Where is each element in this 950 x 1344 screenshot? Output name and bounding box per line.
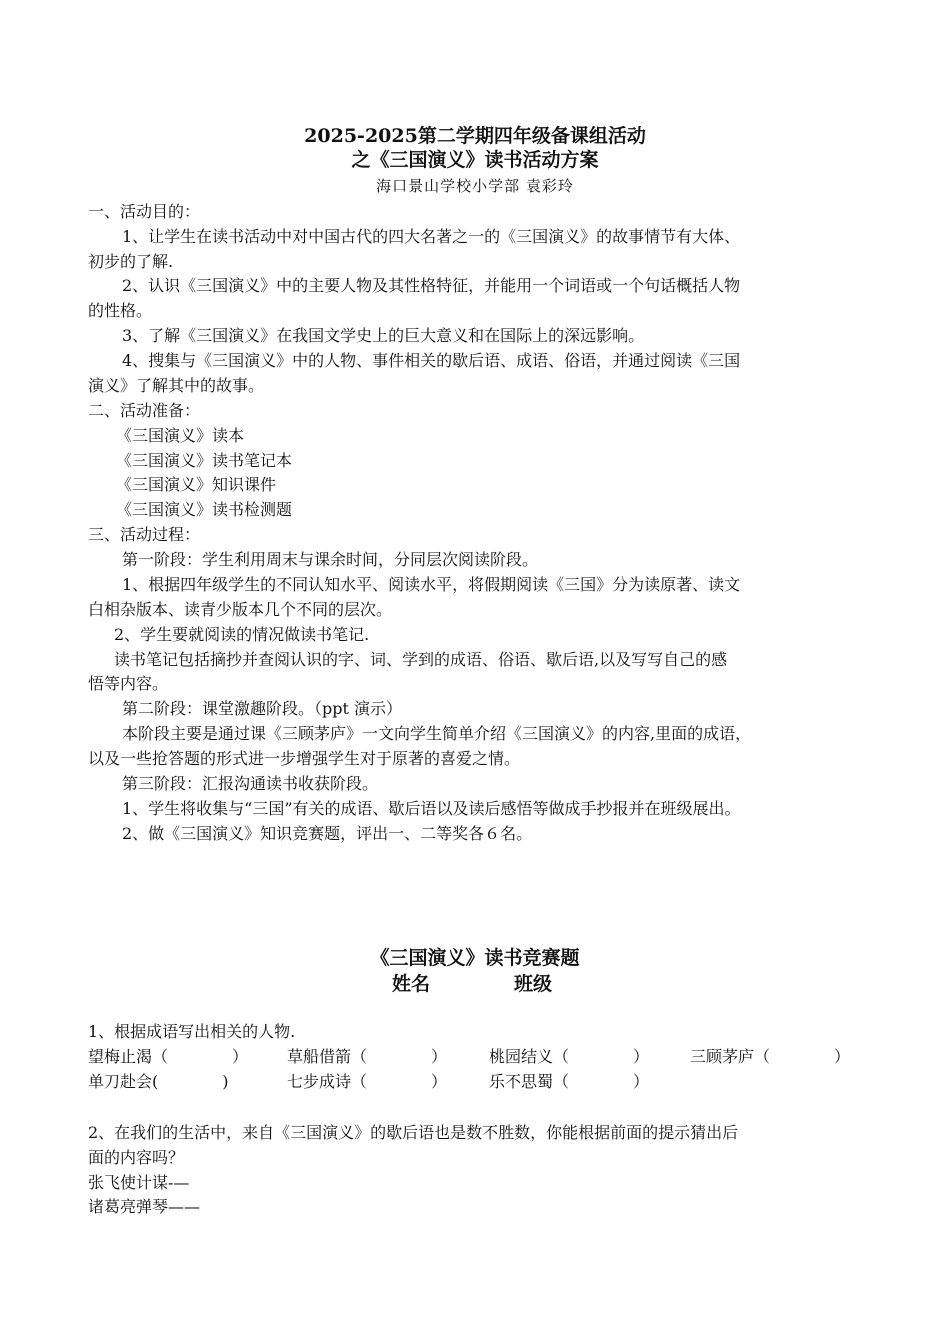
xiehouyu-prompt: 张飞使计谋-— bbox=[88, 1173, 190, 1192]
list-item: 《三国演义》知识课件 bbox=[116, 475, 277, 494]
paragraph: 本阶段主要是通过课《三顾茅庐》一文向学生简单介绍《三国演义》的内容,里面的成语， bbox=[122, 724, 752, 743]
quiz-name-label: 姓名 bbox=[392, 973, 431, 995]
paragraph: 1、根据四年级学生的不同认知水平、阅读水平，将假期阅读《三国》分为读原著、读文 bbox=[122, 575, 741, 594]
stage-heading: 第一阶段：学生利用周末与课余时间，分同层次阅读阶段。 bbox=[122, 550, 539, 569]
paragraph: 读书笔记包括摘抄并查阅认识的字、词、学到的成语、俗语、歇后语,以及写写自己的感 bbox=[114, 650, 728, 669]
paragraph: 的性格。 bbox=[88, 301, 153, 320]
paragraph: 悟等内容。 bbox=[88, 674, 169, 693]
idiom-blank: 七步成诗（ ） bbox=[287, 1072, 448, 1091]
doc-author: 海口景山学校小学部 袁彩玲 bbox=[376, 177, 574, 195]
stage-heading: 第三阶段：汇报沟通读书收获阶段。 bbox=[122, 774, 379, 793]
idiom-blank: 三顾茅庐（ ） bbox=[690, 1047, 851, 1066]
idiom-blank: 望梅止渴（ ） bbox=[88, 1047, 249, 1066]
paragraph: 以及一些抢答题的形式进一步增强学生对于原著的喜爱之情。 bbox=[88, 749, 521, 768]
idiom-blank: 桃园结义（ ） bbox=[489, 1047, 650, 1066]
question-1: 1、根据成语写出相关的人物. bbox=[88, 1022, 296, 1041]
paragraph: 演义》了解其中的故事。 bbox=[88, 376, 265, 395]
idiom-blank: 单刀赴会( ) bbox=[88, 1072, 229, 1091]
paragraph: 2、做《三国演义》知识竞赛题，评出一、二等奖各６名。 bbox=[122, 824, 533, 843]
paragraph: 初步的了解. bbox=[88, 252, 174, 271]
list-item: 《三国演义》读书检测题 bbox=[116, 500, 293, 519]
paragraph: 白相杂版本、读青少版本几个不同的层次。 bbox=[88, 600, 393, 619]
paragraph: 2、认识《三国演义》中的主要人物及其性格特征，并能用一个词语或一个句话概括人物 bbox=[122, 276, 741, 295]
paragraph: 1、学生将收集与“三国”有关的成语、歇后语以及读后感悟等做成手抄报并在班级展出。 bbox=[122, 799, 741, 818]
paragraph: 3、了解《三国演义》在我国文学史上的巨大意义和在国际上的深远影响。 bbox=[122, 326, 645, 345]
section3-heading: 三、活动过程： bbox=[88, 525, 201, 544]
idiom-blank: 乐不思蜀（ ） bbox=[489, 1072, 650, 1091]
stage-heading: 第二阶段：课堂激趣阶段。（ppt 演示） bbox=[122, 699, 403, 718]
list-item: 《三国演义》读书笔记本 bbox=[116, 451, 293, 470]
list-item: 《三国演义》读本 bbox=[116, 426, 245, 445]
quiz-title: 《三国演义》读书竞赛题 bbox=[370, 947, 580, 969]
quiz-class-label: 班级 bbox=[514, 973, 553, 995]
doc-title-line1: 2025-2025第二学期四年级备课组活动 bbox=[304, 125, 646, 147]
xiehouyu-prompt: 诸葛亮弹琴—— bbox=[88, 1197, 201, 1216]
doc-title-line2: 之《三国演义》读书活动方案 bbox=[351, 149, 599, 171]
paragraph: 1、让学生在读书活动中对中国古代的四大名著之一的《三国演义》的故事情节有大体、 bbox=[122, 227, 741, 246]
section1-heading: 一、活动目的： bbox=[88, 202, 201, 221]
section2-heading: 二、活动准备： bbox=[88, 401, 201, 420]
paragraph: 4、搜集与《三国演义》中的人物、事件相关的歇后语、成语、俗语，并通过阅读《三国 bbox=[122, 351, 741, 370]
idiom-blank: 草船借箭（ ） bbox=[287, 1047, 448, 1066]
paragraph: 2、学生要就阅读的情况做读书笔记. bbox=[114, 625, 370, 644]
question-2: 2、在我们的生活中，来自《三国演义》的歇后语也是数不胜数，你能根据前面的提示猜出后 bbox=[88, 1123, 739, 1142]
question-2-cont: 面的内容吗？ bbox=[88, 1148, 185, 1167]
